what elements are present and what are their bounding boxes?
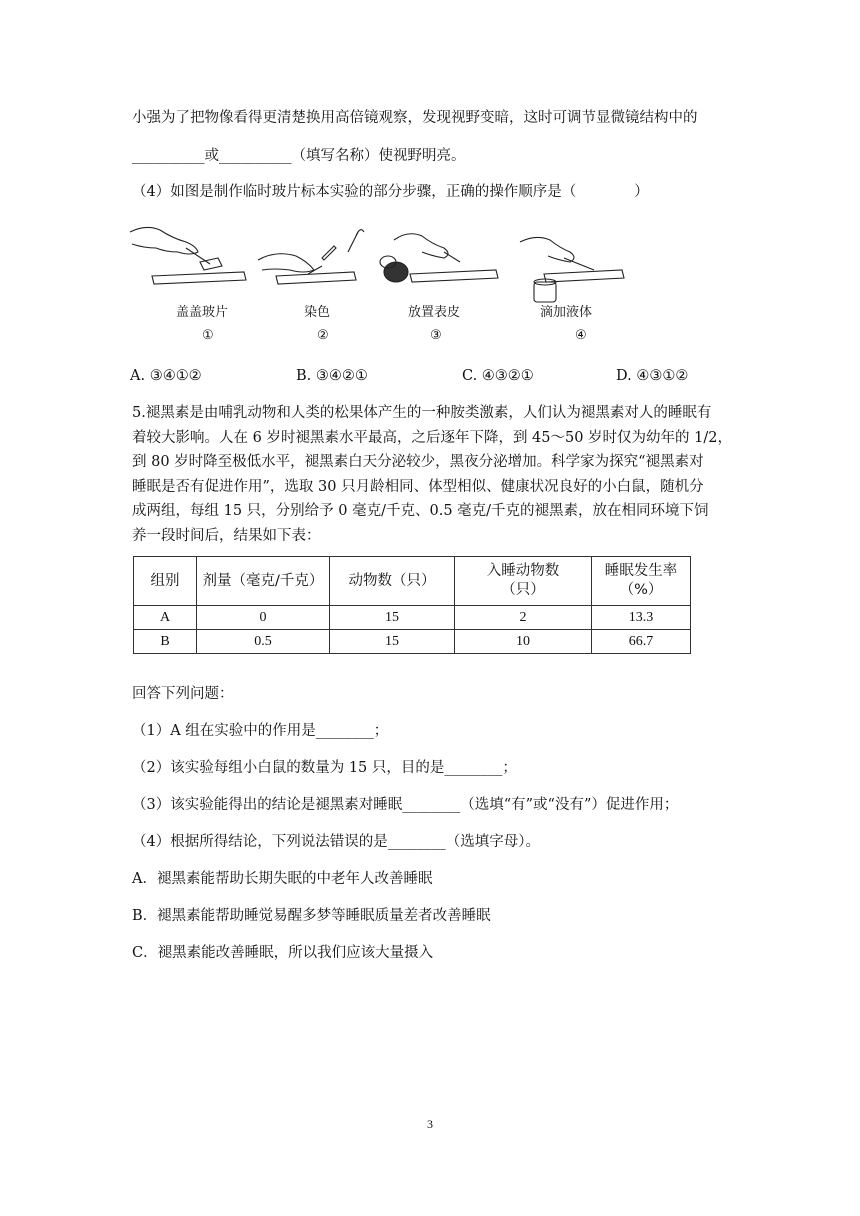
melatonin-results-table	[133, 556, 691, 654]
table-cell: 15	[330, 606, 455, 630]
answer-option-b: B．褪黑素能帮助睡觉易醒多梦等睡眠质量差者改善睡眠	[132, 908, 491, 924]
passage-line: 到 80 岁时降至极低水平，褪黑素白天分泌较少，黑夜分泌增加。科学家为探究“褪黑素对	[132, 454, 704, 470]
step-caption: 放置表皮	[408, 305, 461, 320]
header-dose: 剂量（毫克/千克）	[197, 557, 330, 606]
option-c: C. ④③②①	[462, 368, 534, 384]
answer-option-c: C．褪黑素能改善睡眠，所以我们应该大量摄入	[132, 945, 434, 961]
question-5-passage	[132, 401, 732, 548]
answers-intro: 回答下列问题：	[132, 686, 234, 702]
step-cover-slip-drawing	[130, 227, 246, 284]
option-b: B. ③④②①	[296, 368, 368, 384]
option-a: A. ③④①②	[130, 368, 202, 384]
table-header-row	[134, 557, 691, 606]
answer-q2: （2）该实验每组小白鼠的数量为 15 只，目的是________；	[132, 760, 517, 776]
step-caption: 滴加液体	[540, 305, 593, 320]
table-cell: 66.7	[592, 630, 691, 654]
answer-q4: （4）根据所得结论，下列说法错误的是________（选填字母）。	[132, 834, 540, 850]
passage-line: 着较大影响。人在 6 岁时褪黑素水平最高，之后逐年下降，到 45～50 岁时仅为幼年的 1/2，	[132, 429, 733, 446]
step-caption: 染色	[304, 305, 331, 320]
table-cell: B	[134, 630, 197, 654]
header-asleep-count	[455, 557, 592, 606]
table-row	[134, 630, 691, 654]
table-cell: 2	[455, 606, 592, 630]
step-adding-liquid-drawing	[520, 237, 624, 302]
header-asleep-line1: 入睡动物数	[486, 563, 560, 579]
step-number: ③	[430, 328, 442, 343]
option-d: D. ④③①②	[616, 368, 689, 384]
passage-line: 养一段时间后，结果如下表：	[132, 527, 321, 544]
step-number: ②	[317, 328, 329, 343]
header-group: 组别	[134, 557, 197, 606]
table-cell: A	[134, 606, 197, 630]
header-sleep-rate: 睡眠发生率（%）	[592, 557, 691, 606]
step-staining-drawing	[258, 230, 364, 284]
passage-line: 睡眠是否有促进作用”，选取 30 只月龄相同、体型相似、健康状况良好的小白鼠，随机分	[132, 478, 704, 495]
table-cell: 13.3	[592, 606, 691, 630]
answer-q3: （3）该实验能得出的结论是褪黑素对睡眠________（选填“有”或“没有”）促进作用；	[132, 797, 679, 813]
header-animal-count: 动物数（只）	[330, 557, 455, 606]
table-cell: 15	[330, 630, 455, 654]
table-cell: 0.5	[197, 630, 330, 654]
passage-line: 成两组，每组 15 只，分别给予 0 毫克/千克、0.5 毫克/千克的褪黑素，放在相同环境下饲	[132, 503, 709, 519]
page-number: 3	[427, 1117, 433, 1131]
table-row	[134, 606, 691, 630]
slide-steps-illustration	[126, 218, 646, 348]
step-number: ①	[202, 328, 214, 343]
slide-preparation-figure	[126, 218, 646, 348]
table-cell: 0	[197, 606, 330, 630]
table-cell: 10	[455, 630, 592, 654]
question-3-text-line2: __________或__________（填写名称）使视野明亮。	[132, 148, 466, 164]
header-asleep-line2: （只）	[501, 582, 545, 598]
answer-q1: （1）A 组在实验中的作用是________；	[132, 723, 389, 739]
question-3-text-line1: 小强为了把物像看得更清楚换用高倍镜观察，发现视野变暗，这时可调节显微镜结构中的	[132, 110, 698, 126]
passage-line: 5.褪黑素是由哺乳动物和人类的松果体产生的一种胺类激素，人们认为褪黑素对人的睡眠有	[132, 405, 712, 421]
answer-option-a: A．褪黑素能帮助长期失眠的中老年人改善睡眠	[132, 871, 433, 887]
question-4-prompt: （4）如图是制作临时玻片标本实验的部分步骤，正确的操作顺序是（ ）	[132, 184, 649, 200]
step-placing-epidermis-drawing	[380, 234, 498, 282]
step-caption: 盖盖玻片	[176, 305, 229, 320]
step-number: ④	[575, 328, 587, 343]
